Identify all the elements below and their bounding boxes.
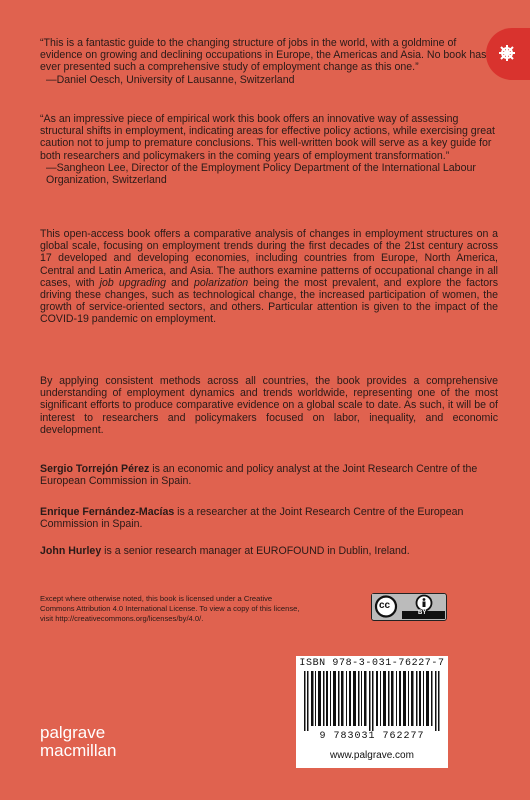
author-bio-3 <box>40 545 498 557</box>
author-description: is an economic and policy analyst at the Joint Research Centre of the European Commission in Spain. <box>40 463 478 488</box>
publisher-website: www.palgrave.com <box>330 750 414 761</box>
quote-text: “As an impressive piece of empirical work this book offers an innovative way of assessing structural shifts in employment, indicating areas for effective policy actions, while exercising great caution not to jump to premature conclusions. This well-written book will serve as a key guide for both researchers and policymakers in the coming years of employment transformation.” <box>40 113 495 162</box>
isbn-barcode-panel <box>296 656 448 768</box>
publisher-name-line1: palgrave <box>40 723 106 742</box>
cc-label: cc <box>379 600 391 611</box>
author-description: is a senior research manager at EUROFOUND in Dublin, Ireland. <box>101 545 410 557</box>
cc-by-license-badge <box>371 593 447 621</box>
description-emphasis: job upgrading <box>99 276 167 289</box>
author-name: Sergio Torrejón Pérez <box>40 463 150 475</box>
author-bio-2 <box>40 506 498 530</box>
description-text: being the most prevalent, and explore the factors driving these changes, such as technological change, the increased participation of women, the growth of service-oriented sectors, and others. Particular attention is given to the impact of the COVID-19 pandemic on employment. <box>40 276 499 326</box>
quote-attribution: —Daniel Oesch, University of Lausanne, Switzerland <box>46 73 295 86</box>
barcode-icon <box>302 671 442 731</box>
description-text: and <box>166 276 194 289</box>
author-bio-1 <box>40 463 498 487</box>
barcode-number: 9 783031 762277 <box>319 731 425 742</box>
author-description: is a researcher at the Joint Research Centre of the European Commission in Spain. <box>40 506 464 531</box>
author-name: Enrique Fernández-Macías <box>40 506 175 518</box>
quote-text: “This is a fantastic guide to the changing structure of jobs in the world, with a goldmine of evidence on growing and declining occupations in Europe, the Americas and Asia. No book has ever presented such a comprehensive study of employment change as this one.” <box>40 37 487 74</box>
publisher-name-line2: macmillan <box>40 741 117 760</box>
description-paragraph-1 <box>40 228 498 326</box>
description-emphasis: polarization <box>193 276 249 289</box>
quote-attribution: —Sangheon Lee, Director of the Employment Policy Department of the International Labour Organization, Switzerland <box>46 161 476 187</box>
author-name: John Hurley <box>40 545 102 557</box>
endorsement-quote-1 <box>40 37 498 86</box>
isbn-label: ISBN 978-3-031-76227-7 <box>299 658 445 669</box>
license-notice: Except where otherwise noted, this book is licensed under a Creative Commons Attribution 4.0 International License. To view a copy of this license, visit http://creativecommons.org/licenses/by/4.0/. <box>40 594 300 623</box>
by-label: BY <box>418 610 427 616</box>
description-paragraph-2: By applying consistent methods across all countries, the book provides a comprehensive understanding of employment dynamics and trends worldwide, representing one of the most significant efforts to produce comparative evidence on a global scale to date. As such, it will be of interest to researchers and policymakers focused on labor, inequality, and economic development. <box>40 375 498 436</box>
endorsement-quote-2 <box>40 113 498 186</box>
publisher-logo <box>40 724 117 760</box>
description-text: This open-access book offers a comparative analysis of changes in employment structures on a global scale, focusing on employment trends during the first decades of the 21st century across 17 developed and developing economies, including countries from Europe, North America, Central and Latin America, and Asia. The authors examine patterns of occupational change in all cases, with <box>40 228 498 289</box>
